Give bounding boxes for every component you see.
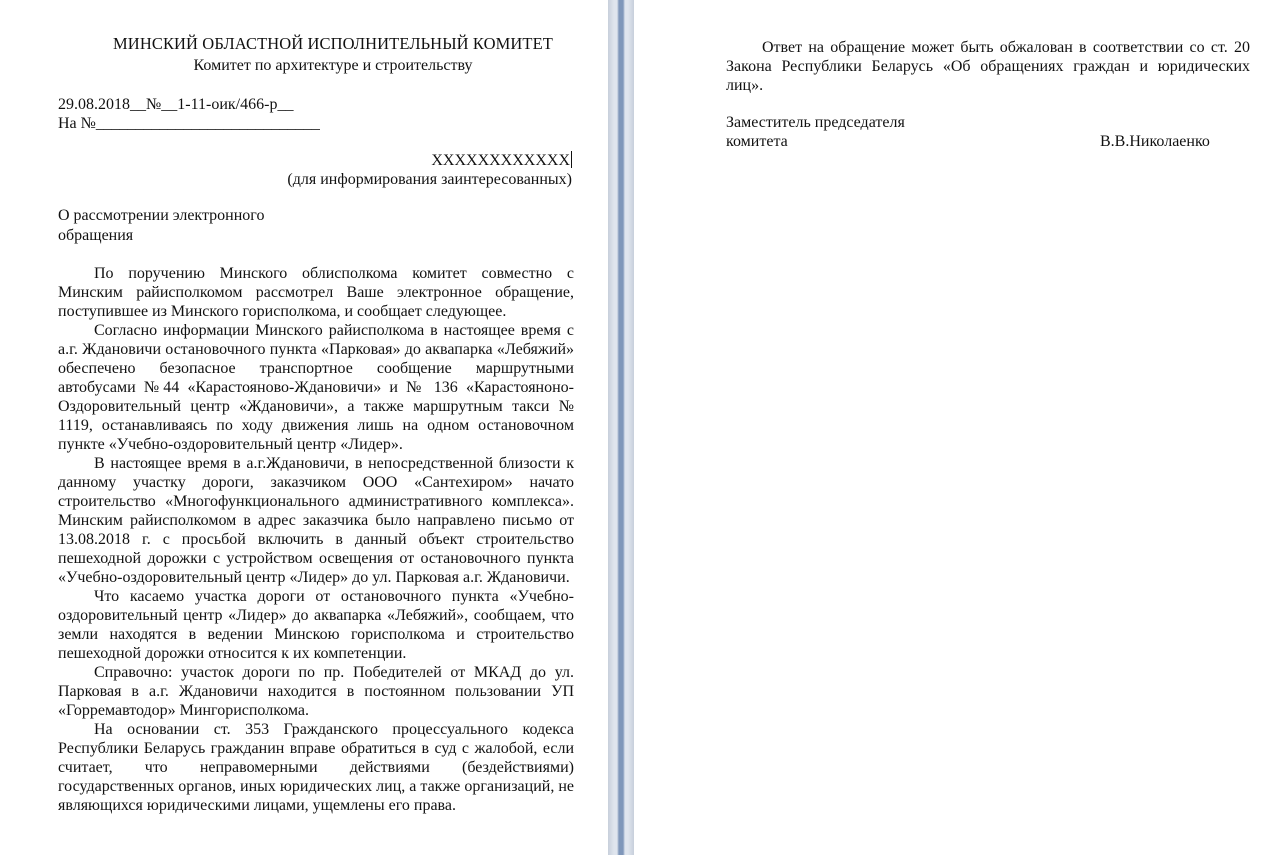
- subject-block: [58, 206, 264, 246]
- addressee-line[interactable]: [431, 151, 572, 171]
- appeal-paragraph: Ответ на обращение может быть обжалован в соответствии со ст. 20 Закона Республики Беларусь «Об обращениях граждан и юридических лиц».: [726, 39, 1250, 94]
- body-paragraph-4: Что касаемо участка дороги от остановочного пункта «Учебно-оздоровительный центр «Лидер» до аквапарка «Лебяжий», сообщаем, что земли находятся в ведении Минскою горисполкома и строительство пешеходной дорожки относится к их компетенции.: [58, 588, 574, 662]
- addressee-note: (для информирования заинтересованных): [287, 171, 572, 188]
- signature-name: В.В.Николаенко: [1100, 133, 1210, 150]
- body-paragraph-6: На основании ст. 353 Гражданского процессуального кодекса Республики Беларусь гражданин вправе обратиться в суд с жалобой, если считает, что неправомерными действиями (бездействиями) государственных органов, иных юридических лиц, а также организаций, не являющихся юридическими лицами, ущемлены его права.: [58, 721, 574, 814]
- body-paragraph-2: Согласно информации Минского райисполкома в настоящее время с а.г. Ждановичи остановочного пункта «Парковая» до аквапарка «Лебяжий» обеспечено безопасное транспортное сообщение маршрутными автобусами №44 «Карастояново-Ждановичи» и № 136 «Карастояноно-Оздоровительный центр «Ждановичи», а также маршрутным такси № 1119, останавливаясь по ходу движения лишь на одном остановочном пункте «Учебно-оздоровительный центр «Лидер».: [58, 322, 574, 453]
- signature-title-2: комитета: [726, 133, 788, 150]
- reference-date-number: 29.08.2018__№__1-11-оик/466-р__: [58, 96, 294, 113]
- signature-title-1: Заместитель председателя: [726, 114, 905, 131]
- appeal-notice: [726, 38, 1250, 95]
- body-paragraph-5: Справочно: участок дороги по пр. Победителей от МКАД до ул. Парковая в а.г. Ждановичи находится в постоянном пользовании УП «Горремавтодор» Мингорисполкома.: [58, 664, 574, 719]
- reference-in-reply-to: На №____________________________: [58, 115, 320, 132]
- letter-body: [58, 264, 574, 815]
- subject-line-2: обращения: [58, 227, 134, 244]
- header-organization: МИНСКИЙ ОБЛАСТНОЙ ИСПОЛНИТЕЛЬНЫЙ КОМИТЕТ: [113, 34, 553, 53]
- header-committee: Комитет по архитектуре и строительству: [193, 57, 473, 74]
- text-cursor: [571, 151, 572, 168]
- subject-line-1: О рассмотрении электронного: [58, 207, 265, 224]
- addressee-name: XXXXXXXXXXXX: [431, 152, 570, 169]
- body-paragraph-1: По поручению Минского облисполкома комитет совместно с Минским райисполкомом рассмотрел Ваше электронное обращение, поступившее из Минского горисполкома, и сообщает следующее.: [58, 265, 574, 320]
- document-page-right[interactable]: [634, 0, 1280, 855]
- document-page-left[interactable]: [0, 0, 608, 855]
- body-paragraph-3: В настоящее время в а.г.Ждановичи, в непосредственной близости к данному участку дороги, заказчиком ООО «Сантехиром» начато строительство «Многофункционального административного комплекса». Минским райисполкомом в адрес заказчика было направлено письмо от 13.08.2018 г. с просьбой включить в данный объект строительство пешеходной дорожки с устройством освещения от остановочного пункта «Учебно-оздоровительный центр «Лидер» до ул. Парковая а.г. Ждановичи.: [58, 455, 574, 586]
- page-gap: [608, 0, 634, 855]
